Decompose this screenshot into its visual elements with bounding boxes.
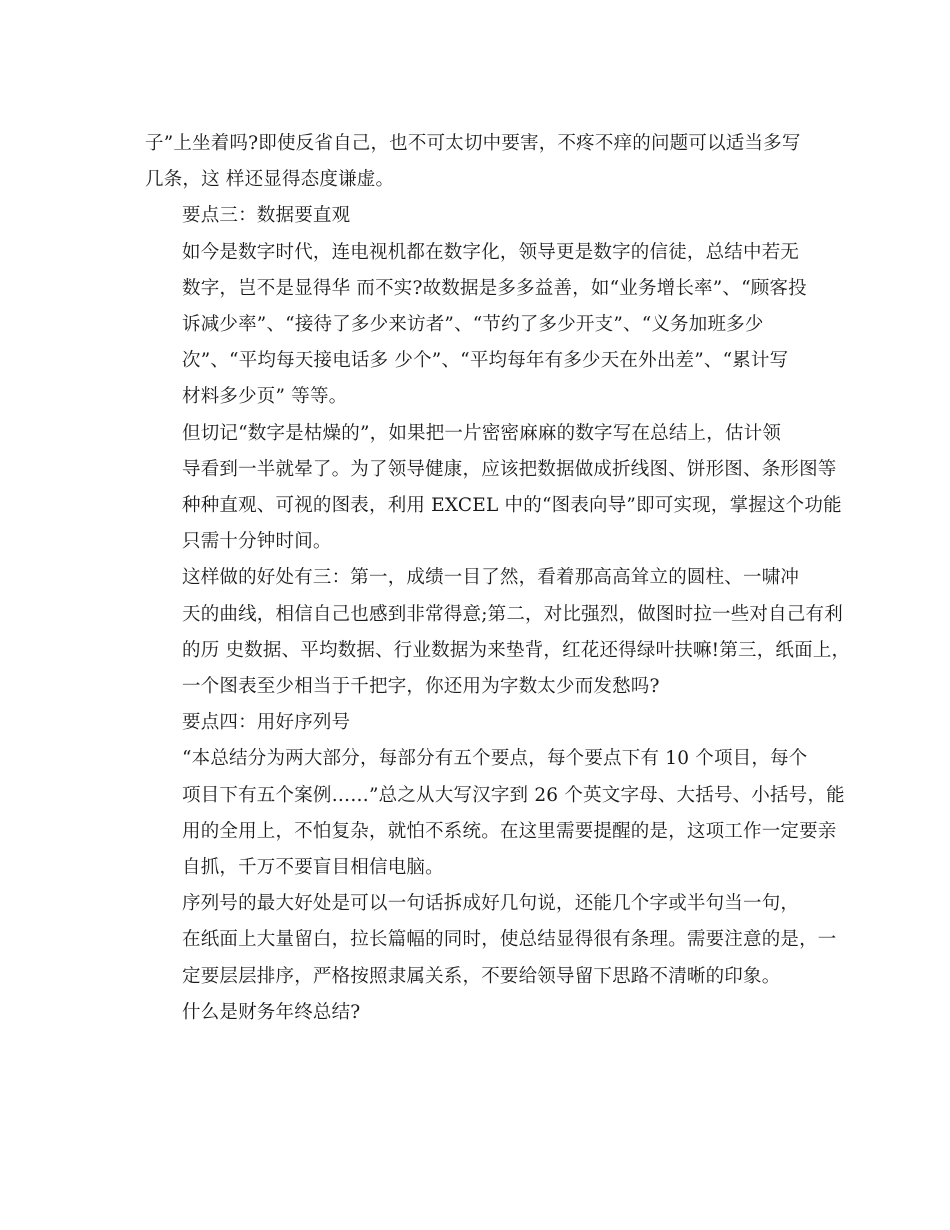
text-line: 但切记“数字是枯燥的”，如果把一片密密麻麻的数字写在总结上，估计领 — [182, 422, 782, 444]
section-heading-question — [145, 995, 811, 1031]
paragraph-continuation — [145, 126, 811, 198]
section-heading-point-three — [145, 198, 811, 234]
text-line: 用的全用上，不怕复杂，就怕不系统。在这里需要提醒的是，这项工作一定要亲 — [182, 820, 837, 842]
paragraph-numbering-benefit — [145, 886, 837, 995]
text-line: 的历 史数据、平均数据、行业数据为来垫背，红花还得绿叶扶嘛!第三，纸面上， — [182, 639, 851, 661]
text-line: 诉减少率”、“接待了多少来访者”、“节约了多少开支”、“义务加班多少 — [182, 314, 764, 336]
document-body — [145, 126, 851, 1031]
text-line: 要点四：用好序列号 — [182, 712, 351, 734]
text-line: 几条，这 样还显得态度谦虚。 — [145, 169, 395, 191]
text-line: 这样做的好处有三：第一，成绩一目了然，看着那高高耸立的圆柱、一啸冲 — [182, 567, 800, 589]
text-line: 种种直观、可视的图表，利用 EXCEL 中的“图表向导”即可实现，掌握这个功能 — [182, 495, 842, 517]
text-line: 项目下有五个案例……”总之从大写汉字到 26 个英文字母、大括号、小括号，能 — [182, 784, 845, 806]
text-line: 子”上坐着吗?即使反省自己，也不可太切中要害，不疼不痒的问题可以适当多写 — [145, 133, 801, 154]
text-line: 导看到一半就晕了。为了领导健康，应该把数据做成折线图、饼形图、条形图等 — [182, 458, 837, 480]
paragraph-charts-advice — [145, 416, 842, 561]
paragraph-numbering-example — [145, 741, 845, 886]
text-line: 天的曲线，相信自己也感到非常得意;第二，对比强烈，做图时拉一些对自己有利 — [182, 603, 843, 625]
text-line: 序列号的最大好处是可以一句话拆成好几句说，还能几个字或半句当一句， — [182, 893, 800, 915]
text-line: 次”、“平均每天接电话多 少个”、“平均每年有多少天在外出差”、“累计写 — [182, 350, 789, 372]
text-line: 只需十分钟时间。 — [182, 531, 332, 553]
text-line: 定要层层排序，严格按照隶属关系，不要给领导留下思路不清晰的印象。 — [182, 965, 781, 987]
section-heading-point-four — [145, 705, 811, 741]
text-line: 一个图表至少相当于千把字，你还用为字数太少而发愁吗? — [182, 676, 660, 698]
text-line: 在纸面上大量留白，拉长篇幅的同时，使总结显得很有条理。需要注意的是，一 — [182, 929, 837, 951]
paragraph-digital-era — [145, 235, 811, 416]
text-line: “本总结分为两大部分，每部分有五个要点，每个要点下有 10 个项目，每个 — [182, 748, 808, 770]
paragraph-benefits — [145, 560, 851, 705]
text-line: 如今是数字时代，连电视机都在数字化，领导更是数字的信徒，总结中若无 — [182, 241, 800, 263]
text-line: 自抓，千万不要盲目相信电脑。 — [182, 857, 444, 879]
text-line: 数字，岂不是显得华 而不实?故数据是多多益善，如“业务增长率”、“顾客投 — [182, 277, 807, 299]
text-line: 什么是财务年终总结? — [182, 1001, 361, 1023]
text-line: 要点三：数据要直观 — [182, 205, 351, 227]
text-line: 材料多少页” 等等。 — [182, 386, 348, 408]
